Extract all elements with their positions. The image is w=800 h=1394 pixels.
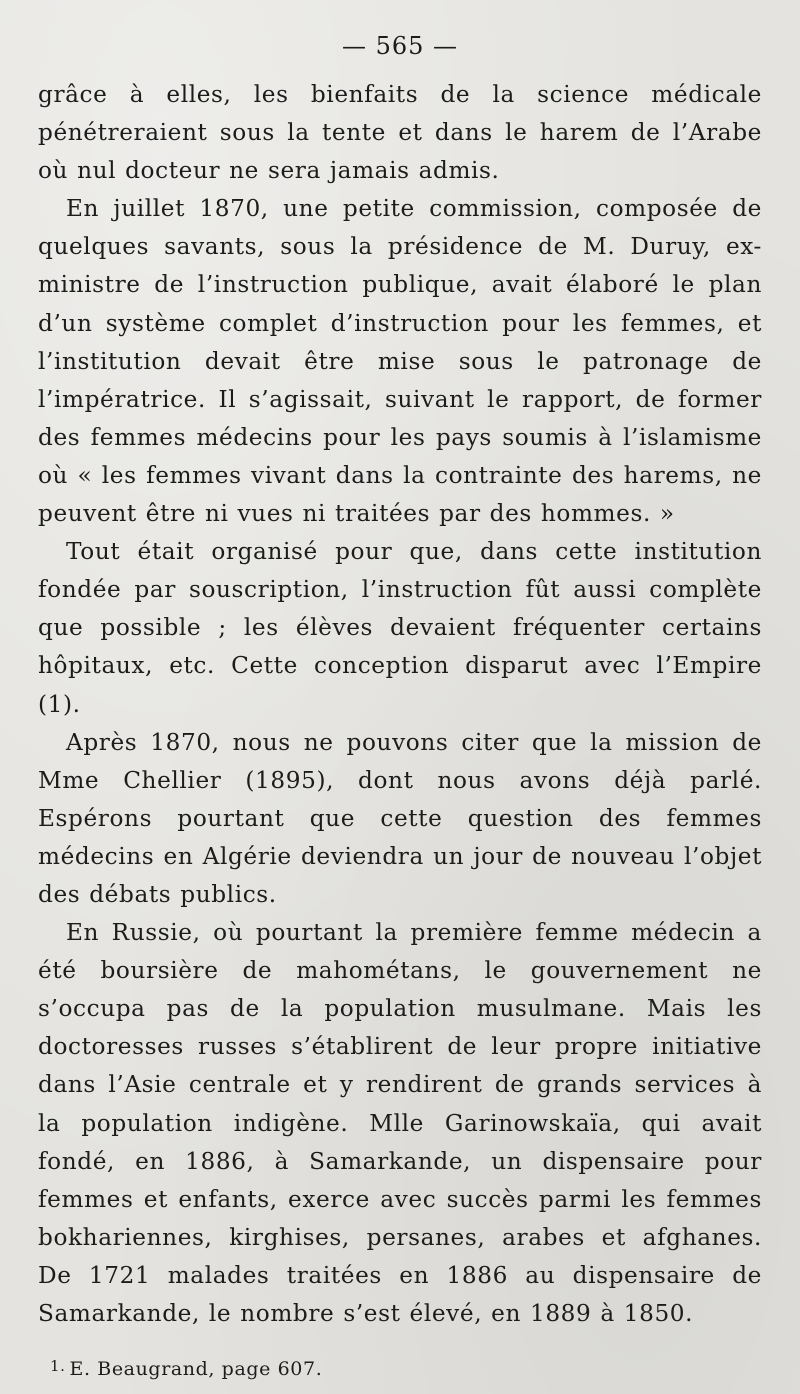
body-text [38,76,762,1333]
footnote [38,1353,762,1382]
paragraph: Tout était organisé pour que, dans cette institution fondée par souscription, l’instruction fût aussi complète que possible ; les élèves devaient fréquenter certains hôpitaux, etc. Cette conception disparut avec l’Empire (1). [38,538,762,718]
paragraph: En juillet 1870, une petite commission, composée de quelques savants, sous la présidence de M. Duruy, ex-ministre de l’instruction publique, avait élaboré le plan d’un système complet d’instruction pour les femmes, et l’institution devait être mise sous le patronage de l’impératrice. Il s’agissait, suivant le rapport, de former des femmes médecins pour les pays soumis à l’islamisme où « les femmes vivant dans la contrainte des harems, ne peuvent être ni vues ni traitées par des hommes. » [38,195,762,528]
footnote-text: E. Beaugrand, page 607. [69,1358,323,1381]
footnote-mark: 1. [50,1357,66,1376]
paragraph: En Russie, où pourtant la première femme médecin a été boursière de mahométans, le gouvernement ne s’occupa pas de la population musulmane. Mais les doctoresses russes s’établirent de leur propre initiative dans l’Asie centrale et y rendirent de grands services à la population indigène. Mlle Garinowskaïa, qui avait fondé, en 1886, à Samarkande, un dispensaire pour femmes et enfants, exerce avec succès parmi les femmes bokhariennes, kirghises, persanes, arabes et afghanes. De 1721 malades traitées en 1886 au dispensaire de Samarkande, le nombre s’est élevé, en 1889 à 1850. [38,919,762,1327]
paragraph: grâce à elles, les bienfaits de la science médicale pénétreraient sous la tente et dans le harem de l’Arabe où nul docteur ne sera jamais admis. [38,81,762,185]
page-number: — 565 — [341,32,459,60]
paragraph: Après 1870, nous ne pouvons citer que la mission de Mme Chellier (1895), dont nous avons déjà parlé. Espérons pourtant que cette question des femmes médecins en Algérie deviendra un jour de nouveau l’objet des débats publics. [38,728,762,908]
